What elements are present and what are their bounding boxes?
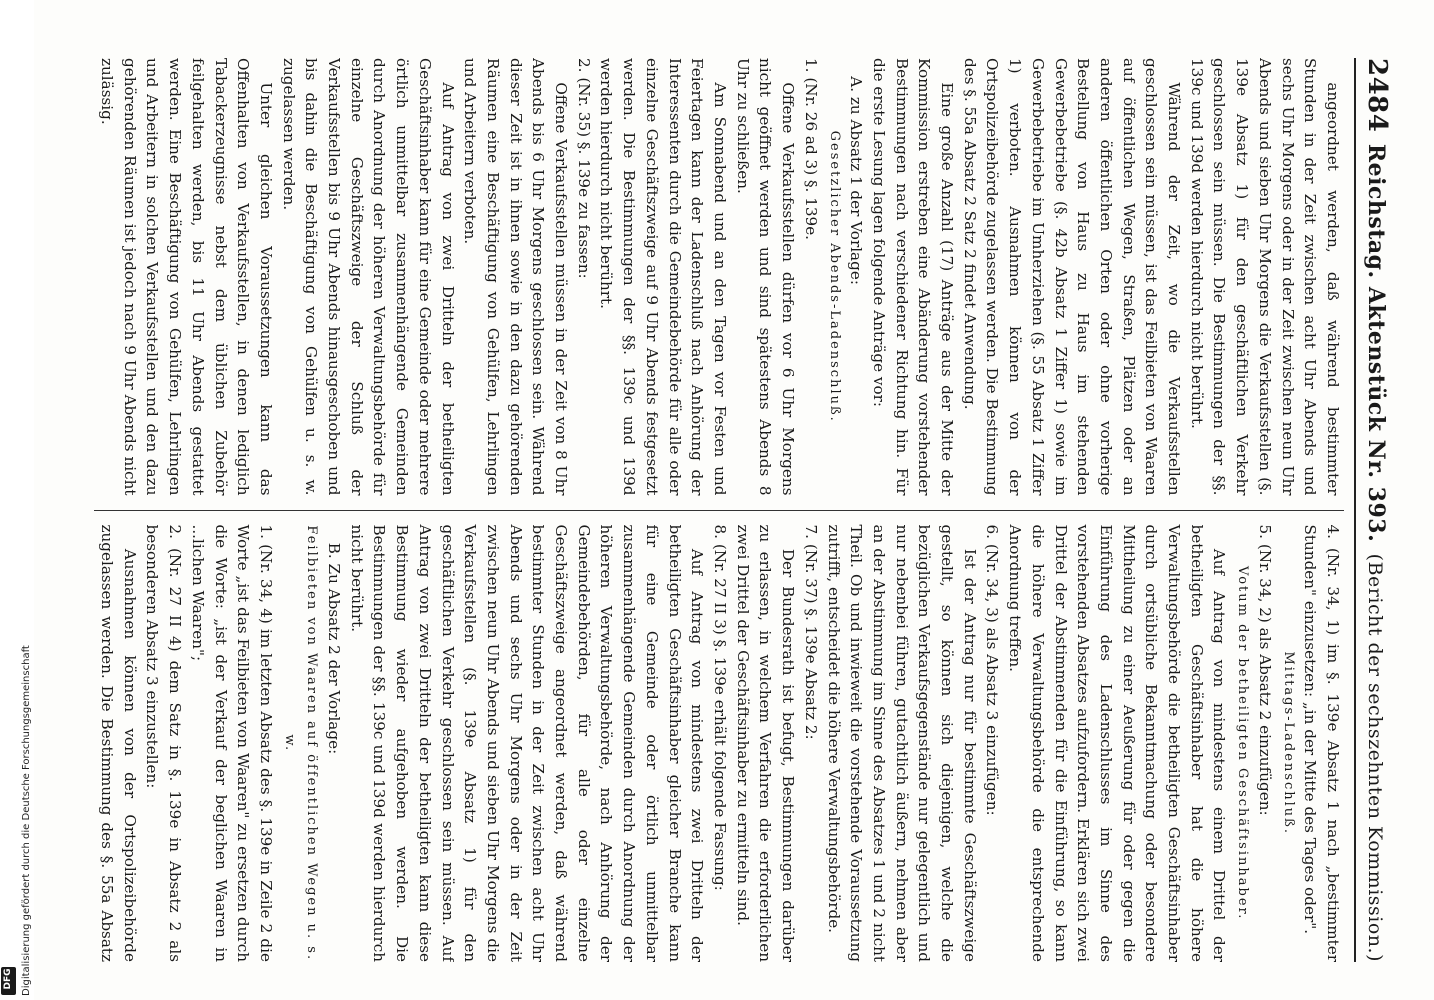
left-column-paragraph: 2. (Nr. 35) §. 139e zu fassen:	[574, 58, 593, 279]
right-column-paragraph: 2. (Nr. 27 II 4) dem Satz in §. 139e in Absatz 2 als besonderen Absatz 3 einzustellen:	[143, 524, 185, 962]
scanned-page	[34, 0, 1434, 1000]
right-column-paragraph: Auf Antrag von mindestens zwei Dritteln der betheiligten Geschäftsinhaber gleicher Branche kann für eine Gemeinde oder örtlich unmittelbar zusammenhängende Gemeinden durch Anordnung der höheren Verwaltungsbehörde, nach Anhörung der Gemeindebehörden, für alle oder einzelne Geschäftszweige angeordnet werden, daß während bestimmter Stunden in der Zeit zwischen acht Uhr Abends und sechs Uhr Morgens oder in der Zeit zwischen neun Uhr Abends und sieben Uhr Morgens die Verkaufsstellen (§. 139e Absatz 1) für den geschäftlichen Verkehr geschlossen sein müssen. Auf Antrag von zwei Dritteln der betheiligten kann diese Bestimmung wieder aufgehoben werden. Die Bestimmungen der §§. 139c und 139d werden hierdurch nicht berührt.	[347, 524, 707, 962]
right-column-paragraph: Ist der Antrag nur für bestimmte Geschäftszweige gestellt, so können sich diejenigen, welche die bezüglichen Verkaufsgegenstände nur gelegentlich und nur nebenbei führen, gutachtlich äußern, nehmen aber an der Abstimmung im Sinne des Absatzes 1 und 2 nicht Theil. Ob und inwieweit die vorstehende Voraussetzung zutrifft, entscheidet die höhere Verwaltungsbehörde.	[824, 524, 979, 962]
right-column-paragraph: 5. (Nr. 34, 2) als Absatz 2 einzufügen:	[1255, 524, 1274, 816]
right-column-paragraph: Votum der betheiligten Geschäftsinhaber.	[1235, 566, 1251, 921]
right-column-paragraph: 1. (Nr. 34, 4) im letzten Absatz des §. 139e in Zeile 2 die Worte „ist das Feilbieten von Waaren" zu ersetzen durch die Worte: „ist der Verkauf der beglichen Waaren in ...lichen Waaren";	[188, 524, 275, 962]
left-column-paragraph: Eine große Anzahl (17) Anträge aus der Mitte der Kommission erstreben eine Abänderung vorstehender Bestimmungen nach verschiedener Richtung hin. Für die erste Lesung lagen folgende Anträge vor:	[869, 58, 957, 496]
right-column-paragraph: Mittags-Ladenschluß.	[1280, 651, 1296, 835]
dfg-logo-text: DFG	[3, 968, 13, 990]
left-column-paragraph: Offene Verkaufsstellen dürfen vor 6 Uhr Morgens nicht geöffnet werden und sind spätestens Abends 8 Uhr zu schließen.	[733, 58, 798, 496]
left-column-paragraph: angeordnet werden, daß während bestimmter Stunden in der Zeit zwischen acht Uhr Abends und sechs Uhr Morgens oder in der Zeit zwischen neun Uhr Abends und sieben Uhr Morgens die Verkaufsstellen (§. 139e Absatz 1) für den geschäftlichen Verkehr geschlossen sein müssen. Die Bestimmungen der §§. 139c und 139d werden hierdurch nicht berührt.	[1187, 58, 1342, 496]
digitization-note-text: Digitalisierung gefördert durch die Deutsche Forschungsgemeinschaft	[21, 645, 32, 996]
right-column-paragraph: 6. (Nr. 34, 3) als Absatz 3 einzufügen:	[983, 524, 1002, 816]
right-column-paragraph: B. Zu Absatz 2 der Vorlage:	[325, 542, 344, 755]
right-column-paragraph: 4. (Nr. 34, 1) im §. 139e Absatz 1 nach „bestimmter Stunden" einzusetzen: „in der Mitte des Tages oder".	[1301, 524, 1342, 962]
right-column-paragraph: Der Bundesrath ist befugt, Bestimmungen darüber zu erlassen, in welchem Verfahren die erforderlichen zwei Drittel der Geschäftsinhaber zu ermitteln sind.	[733, 524, 798, 962]
left-column-paragraph: Offene Verkaufsstellen müssen in der Zeit von 8 Uhr Abends bis 6 Uhr Morgens geschlossen sein. Während dieser Zeit ist in ihnen sowie in den dazu gehörenden Räumen eine Beschäftigung von Gehülfen, Lehrlingen und Arbeitern verboten.	[461, 58, 571, 496]
right-column-paragraph: 8. (Nr. 27 II 3) §. 139e erhält folgende Fassung:	[711, 524, 730, 891]
left-column-paragraph: Am Sonnabend und an den Tagen vor Festen und Feiertagen kann der Ladenschluß nach Anhörung der Interessenten durch die Gemeindebehörde für alle oder einzelne Geschäftszweige auf 9 Uhr Abends festgesetzt werden. Die Bestimmungen der §§. 139c und 139d werden hierdurch nicht berührt.	[597, 58, 730, 496]
right-column-paragraph: Ausnahmen können von der Ortspolizeibehörde zugelassen werden. Die Bestimmung des §. 55a Absatz	[98, 524, 139, 962]
page-number: 2484	[1362, 58, 1392, 133]
page-subtitle: (Bericht der sechszehnten Kommission.)	[1364, 553, 1386, 962]
left-column-paragraph: Während der Zeit, wo die Verkaufsstellen geschlossen sein müssen, ist das Feilbieten von Waaren auf öffentlichen Wegen, Straßen, Plätzen oder an anderen öffentlichen Orten oder ohne vorherige Bestellung von Haus zu Haus im stehenden Gewerbebetriebe (§. 42b Absatz 1 Ziffer 1) sowie im Gewerbebetriebe im Umherziehen (§. 55 Absatz 1 Ziffer 1) verboten. Ausnahmen können von der Ortspolizeibehörde zugelassen werden. Die Bestimmung des §. 55a Absatz 2 Satz 2 findet Anwendung.	[960, 58, 1184, 496]
page-header	[1354, 58, 1392, 962]
left-column-paragraph: Unter gleichen Voraussetzungen kann das Offenhalten von Verkaufsstellen, in denen lediglich Tabackerzeugnisse nebst dem üblichen Zubehör feilgehalten werden, bis 11 Uhr Abends gestattet werden. Eine Beschäftigung von Gehülfen, Lehrlingen und Arbeitern in solchen Verkaufsstellen und den dazu gehörenden Räumen ist jedoch nach 9 Uhr Abends nicht zulässig.	[98, 58, 275, 496]
right-column-paragraph: Auf Antrag von mindestens einem Drittel der betheiligten Geschäftsinhaber hat die höhere Verwaltungsbehörde die betheiligten Geschäftsinhaber durch ortsübliche Bekanntmachung oder besondere Mittheilung zu einer Aeußerung für oder gegen die Einführung des Ladenschlusses im Sinne des vorstehenden Absatzes aufzufordern. Erklären sich zwei Drittel der Abstimmenden für die Einführung, so kann die höhere Verwaltungsbehörde die entsprechende Anordnung treffen.	[1006, 524, 1229, 962]
left-column	[94, 58, 1344, 510]
right-column-paragraph: 7. (Nr. 37) §. 139e Absatz 2:	[801, 524, 820, 740]
left-column-paragraph: Gesetzlicher Abends-Ladenschluß.	[826, 130, 842, 423]
dfg-logo	[1, 967, 16, 995]
left-column-paragraph: Auf Antrag von zwei Dritteln der betheiligten Geschäftsinhaber kann für eine Gemeinde oder mehrere örtlich unmittelbar zusammenhängende Gemeinden durch Anordnung der höheren Verwaltungsbehörde für einzelne Geschäftszweige der Schluß der Verkaufsstellen bis 9 Uhr Abends hinausgeschoben und bis dahin die Beschäftigung von Gehülfen u. s. w. zugelassen werden.	[279, 58, 457, 496]
text-columns	[94, 58, 1344, 962]
left-column-paragraph: A. zu Absatz 1 der Vorlage:	[847, 76, 866, 285]
digitization-note	[0, 0, 32, 1000]
right-column	[94, 510, 1344, 963]
left-column-paragraph: 1. (Nr. 26 ad 3) §. 139e.	[801, 58, 820, 241]
right-column-paragraph: Feilbieten von Waaren auf öffentlichen Wegen u. s. w.	[281, 525, 320, 962]
page-title: Reichstag. Aktenstück Nr. 393.	[1363, 143, 1389, 543]
